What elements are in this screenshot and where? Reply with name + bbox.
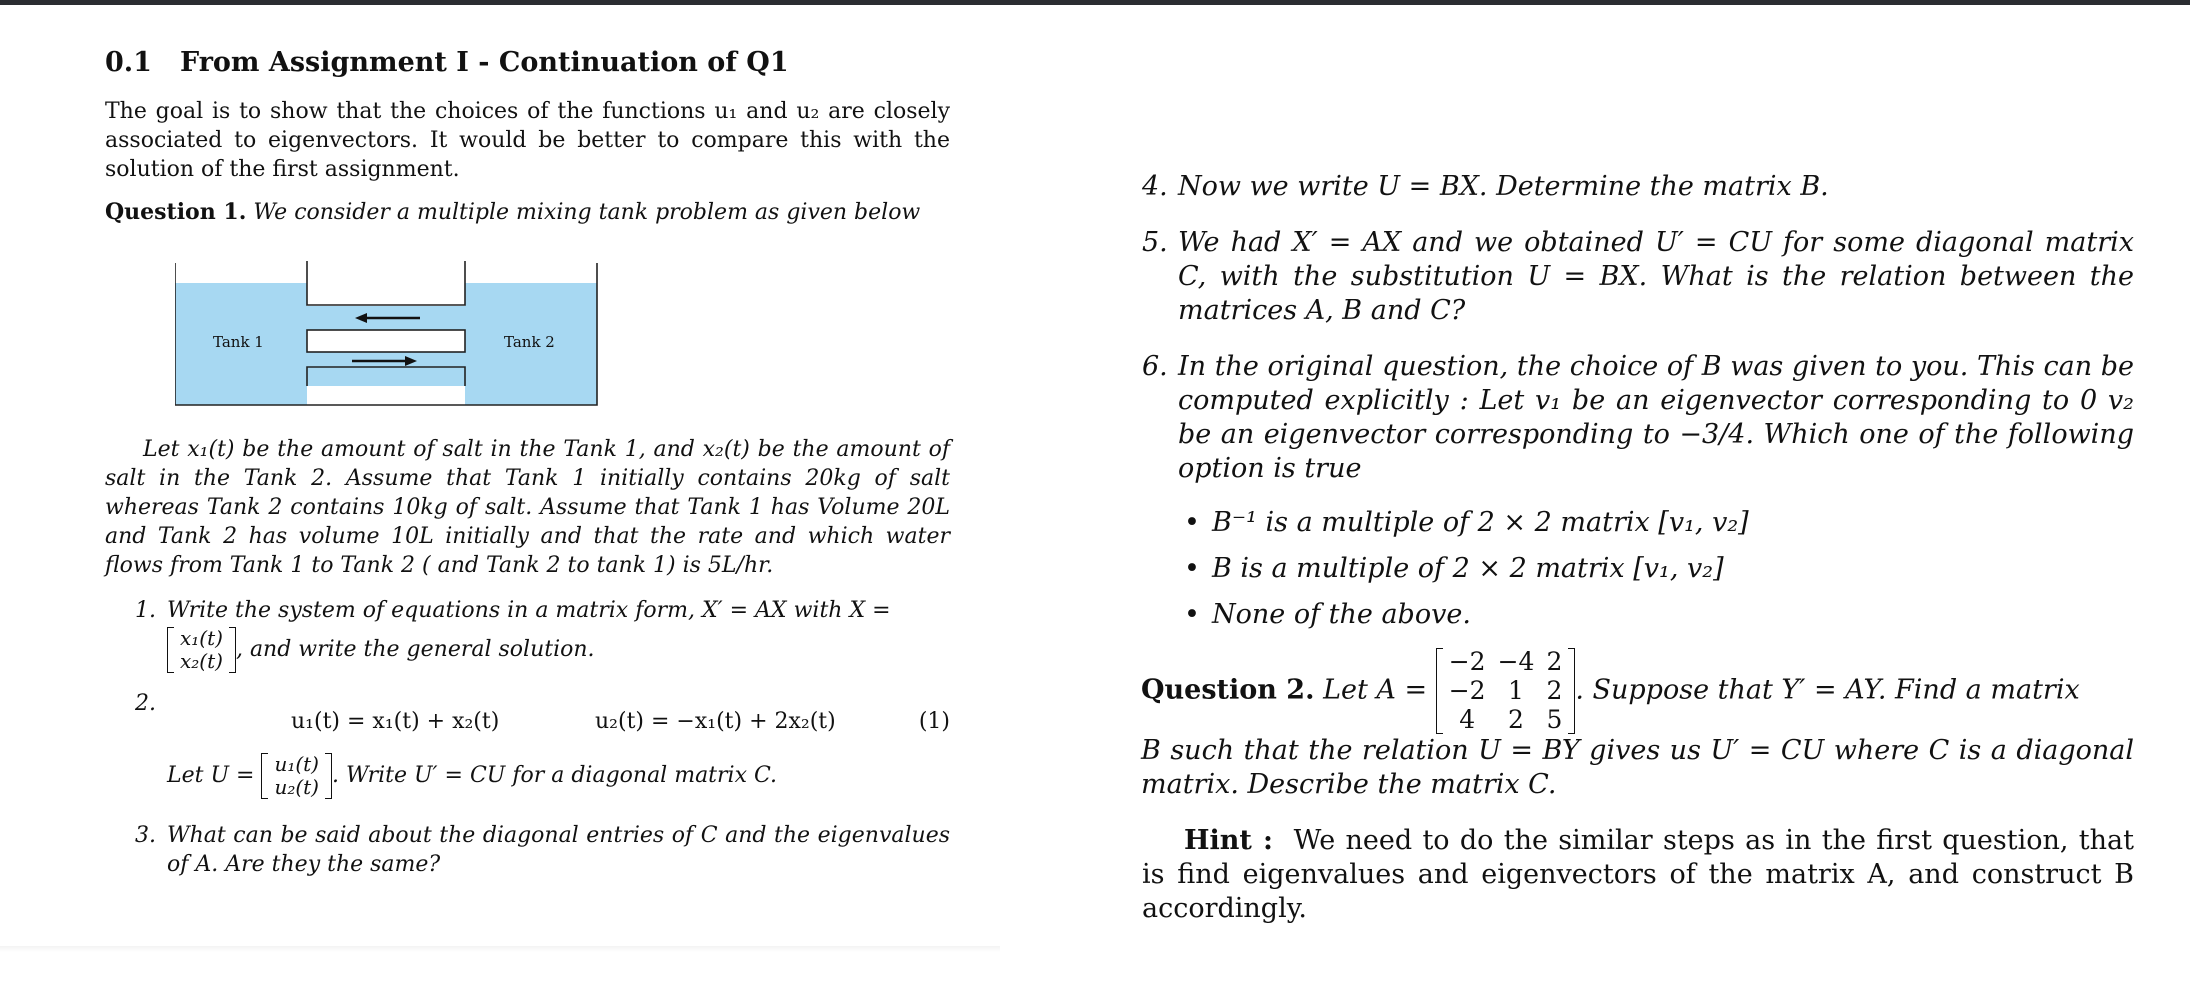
question1-text: We consider a multiple mixing tank problem as given below	[253, 200, 921, 225]
option-2: • B is a multiple of 2 × 2 matrix [v₁, v₂]	[1142, 552, 2134, 586]
matrix-a-cell: 2	[1508, 704, 1524, 734]
section-heading	[105, 48, 950, 77]
item-5-number: 5.	[1142, 227, 1168, 258]
item-1-number: 1.	[135, 598, 156, 623]
left-column	[105, 48, 950, 879]
section-number: 0.1	[105, 47, 152, 78]
u-vector-entry: u₂(t)	[274, 775, 319, 799]
equation-u2: u₂(t) = −x₁(t) + 2x₂(t)	[595, 709, 836, 734]
question1-label: Question 1.	[105, 199, 247, 225]
item-6-number: 6.	[1142, 351, 1168, 382]
item-2-text-a: Let U =	[167, 763, 255, 788]
item-4-text: Now we write U = BX. Determine the matrix B.	[1178, 171, 1829, 202]
question1-paragraph: Let x₁(t) be the amount of salt in the Tank 1, and x₂(t) be the amount of salt in the Tank 2. Assume that Tank 1 initially contains 20kg of salt whereas Tank 2 contains 10kg of salt. Assume that Tank 1 has Volume 20L and Tank 2 has volume 10L initially and that the rate and which water flows from Tank 1 to Tank 2 ( and Tank 2 to tank 1) is 5L/hr.	[105, 437, 950, 578]
item-2-number: 2.	[135, 691, 156, 716]
item-1	[105, 596, 950, 673]
intro-paragraph: The goal is to show that the choices of the functions u₁ and u₂ are closely associated to eigenvectors. It would be better to compare this with the solution of the first assignment.	[105, 99, 950, 182]
item-3-number: 3.	[135, 823, 156, 848]
separator-bar	[307, 330, 465, 352]
matrix-a-cell: −2	[1448, 647, 1486, 676]
top-bar	[0, 0, 2190, 5]
item-6-options	[1142, 506, 2134, 632]
x-vector-entry: x₁(t)	[180, 626, 223, 650]
matrix-a-cell: −4	[1497, 647, 1535, 676]
item-3	[105, 821, 950, 879]
question2-label: Question 2.	[1141, 674, 1315, 706]
x-vector	[167, 627, 236, 673]
tank1-label: Tank 1	[213, 333, 264, 351]
item-2	[105, 689, 950, 799]
hint-paragraph	[1142, 824, 2134, 926]
matrix-a-cell: −2	[1448, 675, 1486, 705]
option-3: • None of the above.	[1142, 598, 2134, 632]
matrix-a	[1436, 648, 1576, 734]
item-6	[1142, 350, 2134, 486]
item-4-number: 4.	[1142, 171, 1168, 202]
question1-intro	[105, 198, 950, 227]
question2-text-a: Let A =	[1323, 674, 1428, 706]
item-1-text-a: Write the system of equations in a matrix form, X′ = AX with X =	[167, 598, 891, 623]
question2-text-b: . Suppose that Y′ = AY. Find a matrix	[1575, 674, 2080, 706]
item-5	[1142, 226, 2134, 328]
equation-1	[167, 689, 950, 749]
equation-u1: u₁(t) = x₁(t) + x₂(t)	[291, 709, 500, 734]
matrix-a-cell: 5	[1546, 704, 1563, 734]
u-vector-entry: u₁(t)	[274, 752, 319, 776]
tank2-label: Tank 2	[504, 333, 555, 351]
mixing-tank-diagram	[175, 261, 615, 407]
question2-text-c: B such that the relation U = BY gives us U′ = CU where C is a diagonal matrix. Describe the matrix C.	[1141, 735, 2134, 801]
item-6-text: In the original question, the choice of B was given to you. This can be computed explicitly : Let v₁ be an eigenvector corresponding to 0 v₂ be an eigenvector corresponding to −3/4. Which one of the following option is true	[1178, 351, 2134, 484]
matrix-a-cell: 2	[1546, 675, 1563, 705]
equation-number: (1)	[918, 709, 950, 734]
item-5-text: We had X′ = AX and we obtained U′ = CU for some diagonal matrix C, with the substitution U = BX. What is the relation between the matrices A, B and C?	[1178, 227, 2134, 326]
item-3-text: What can be said about the diagonal entries of C and the eigenvalues of A. Are they the same?	[167, 823, 950, 877]
item-1-text-b: , and write the general solution.	[235, 637, 595, 662]
hint-text: We need to do the similar steps as in the first question, that is find eigenvalues and eigenvectors of the matrix A, and construct B accordingly.	[1142, 825, 2134, 925]
hint-label: Hint :	[1184, 825, 1273, 857]
bottom-shadow	[0, 946, 1000, 952]
right-column	[1142, 170, 2134, 926]
question2	[1141, 648, 2134, 802]
x-vector-entry: x₂(t)	[180, 649, 223, 673]
tank-svg	[175, 261, 615, 407]
option-1: • B⁻¹ is a multiple of 2 × 2 matrix [v₁, v₂]	[1142, 506, 2134, 540]
item-2-text-b: . Write U′ = CU for a diagonal matrix C.	[331, 763, 778, 788]
matrix-a-cell: 1	[1508, 675, 1524, 705]
matrix-a-cell: 4	[1459, 704, 1476, 734]
matrix-a-cell: 2	[1546, 647, 1563, 676]
section-title: From Assignment I - Continuation of Q1	[180, 47, 789, 78]
item-4	[1142, 170, 2134, 204]
u-vector	[261, 753, 332, 799]
